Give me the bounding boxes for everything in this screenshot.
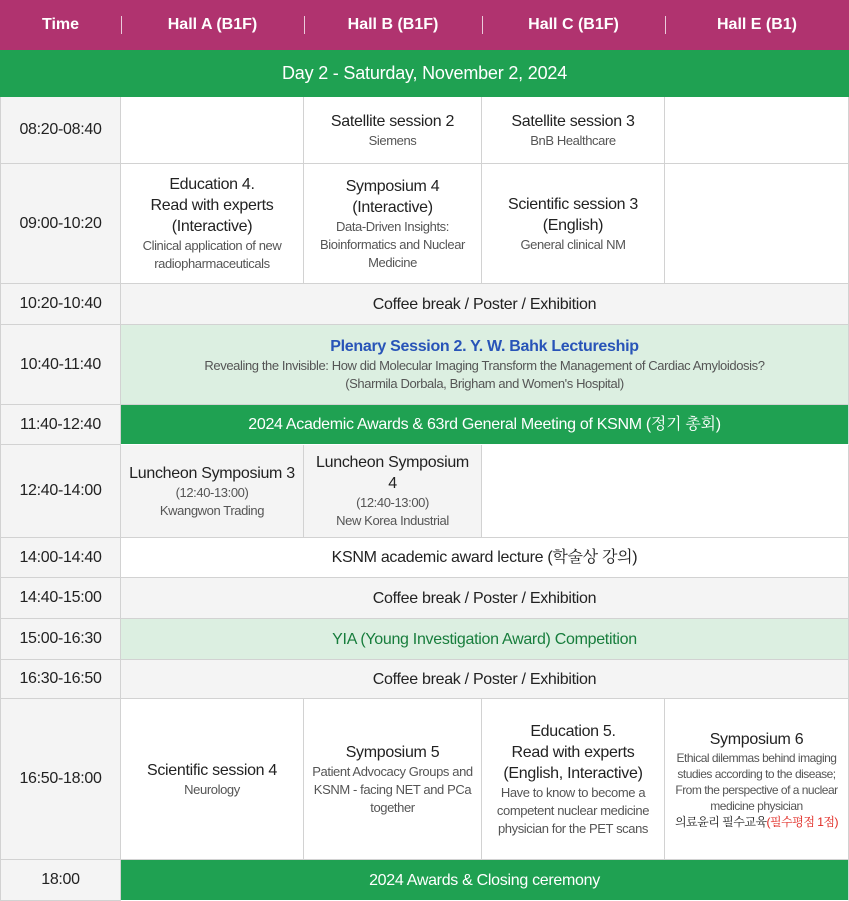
time-slot: 10:40-11:40	[0, 325, 121, 405]
header-hall-e: Hall E (B1)	[665, 0, 849, 50]
awards-meeting-label: 2024 Academic Awards & 63rd General Meeting of KSNM (정기 총회)	[248, 416, 721, 433]
session-cell	[304, 445, 482, 538]
header-hall-b: Hall B (B1F)	[304, 0, 482, 50]
session-cell	[304, 164, 482, 284]
session-topic: General clinical NM	[520, 236, 626, 252]
session-topic: Data-Driven Insights: Bioinformatics and Nuclear Medicine	[320, 218, 465, 270]
time-slot: 18:00	[0, 860, 121, 901]
award-lecture-cell	[121, 538, 849, 578]
session-topic: Clinical application of new radiopharmaceuticals	[142, 238, 282, 271]
plenary-cell	[121, 325, 849, 405]
session-cell	[121, 699, 304, 860]
session-title: Luncheon Symposium 3	[129, 464, 295, 482]
time-slot: 15:00-16:30	[0, 619, 121, 660]
closing-ceremony-label: 2024 Awards & Closing ceremony	[369, 871, 600, 889]
time-slot: 16:50-18:00	[0, 699, 121, 860]
ethics-education-label: 의료윤리 필수교육	[674, 814, 767, 829]
session-title: Scientific session 3 (English)	[507, 195, 639, 234]
required-credit-label: (필수평점 1점)	[766, 814, 839, 829]
time-slot: 10:20-10:40	[0, 284, 121, 325]
session-cell	[482, 164, 665, 284]
session-cell	[304, 97, 482, 164]
break-cell	[121, 284, 849, 325]
session-topic: Have to know to become a competent nuclear medicine physician for the PET scans	[496, 784, 650, 836]
session-sponsor: BnB Healthcare	[530, 132, 616, 148]
time-slot: 14:00-14:40	[0, 538, 121, 578]
session-title: Symposium 6	[709, 730, 804, 748]
day-banner: Day 2 - Saturday, November 2, 2024	[0, 50, 849, 97]
empty-cell	[482, 445, 849, 538]
session-time: (12:40-13:00)	[175, 484, 249, 500]
session-cell	[121, 445, 304, 538]
session-cell	[665, 699, 849, 860]
session-title: Education 4. Read with experts (Interactive)	[150, 176, 274, 235]
time-slot: 14:40-15:00	[0, 578, 121, 619]
time-slot: 08:20-08:40	[0, 97, 121, 164]
time-slot: 09:00-10:20	[0, 164, 121, 284]
session-title: Luncheon Symposium 4	[316, 454, 469, 492]
empty-cell	[121, 97, 304, 164]
header-hall-a: Hall A (B1F)	[121, 0, 304, 50]
session-title: Satellite session 3	[511, 112, 635, 130]
session-title: Symposium 4 (Interactive)	[345, 177, 440, 216]
empty-cell	[665, 164, 849, 284]
header-hall-c: Hall C (B1F)	[482, 0, 665, 50]
plenary-speaker: (Sharmila Dorbala, Brigham and Women's Hospital)	[345, 376, 624, 391]
plenary-title: Plenary Session 2. Y. W. Bahk Lectureship	[330, 338, 639, 355]
session-cell	[304, 699, 482, 860]
award-lecture-label: KSNM academic award lecture (학술상 강의)	[331, 549, 638, 566]
awards-meeting-cell	[121, 405, 849, 445]
time-slot: 11:40-12:40	[0, 405, 121, 445]
header-time: Time	[0, 0, 121, 50]
break-cell	[121, 660, 849, 699]
break-cell	[121, 578, 849, 619]
break-label: Coffee break / Poster / Exhibition	[372, 589, 597, 607]
session-time: (12:40-13:00)	[356, 495, 429, 510]
session-title: Education 5. Read with experts (English, Interactive)	[503, 722, 643, 782]
break-label: Coffee break / Poster / Exhibition	[372, 670, 597, 688]
yia-label: YIA (Young Investigation Award) Competition	[332, 630, 637, 648]
session-title: Scientific session 4	[146, 761, 278, 779]
session-cell	[482, 699, 665, 860]
session-topic: Patient Advocacy Groups and KSNM - facing NET and PCa together	[312, 763, 473, 815]
session-title: Symposium 5	[345, 743, 440, 761]
session-sponsor: Siemens	[368, 132, 417, 148]
session-topic: Ethical dilemmas behind imaging studies according to the disease; From the perspective of a nuclear medicine physician	[675, 750, 838, 813]
session-title: Satellite session 2	[330, 112, 455, 130]
time-slot: 12:40-14:00	[0, 445, 121, 538]
yia-cell	[121, 619, 849, 660]
empty-cell	[665, 97, 849, 164]
break-label: Coffee break / Poster / Exhibition	[372, 295, 597, 313]
closing-ceremony-cell	[121, 860, 849, 901]
session-sponsor: Kwangwon Trading	[159, 502, 265, 518]
session-topic: Neurology	[184, 781, 240, 797]
session-cell	[121, 164, 304, 284]
required-credit-note	[675, 814, 838, 830]
plenary-topic: Revealing the Invisible: How did Molecular Imaging Transform the Management of Cardiac Amyloidosis?	[204, 358, 765, 373]
session-sponsor: New Korea Industrial	[336, 513, 449, 528]
time-slot: 16:30-16:50	[0, 660, 121, 699]
session-cell	[482, 97, 665, 164]
